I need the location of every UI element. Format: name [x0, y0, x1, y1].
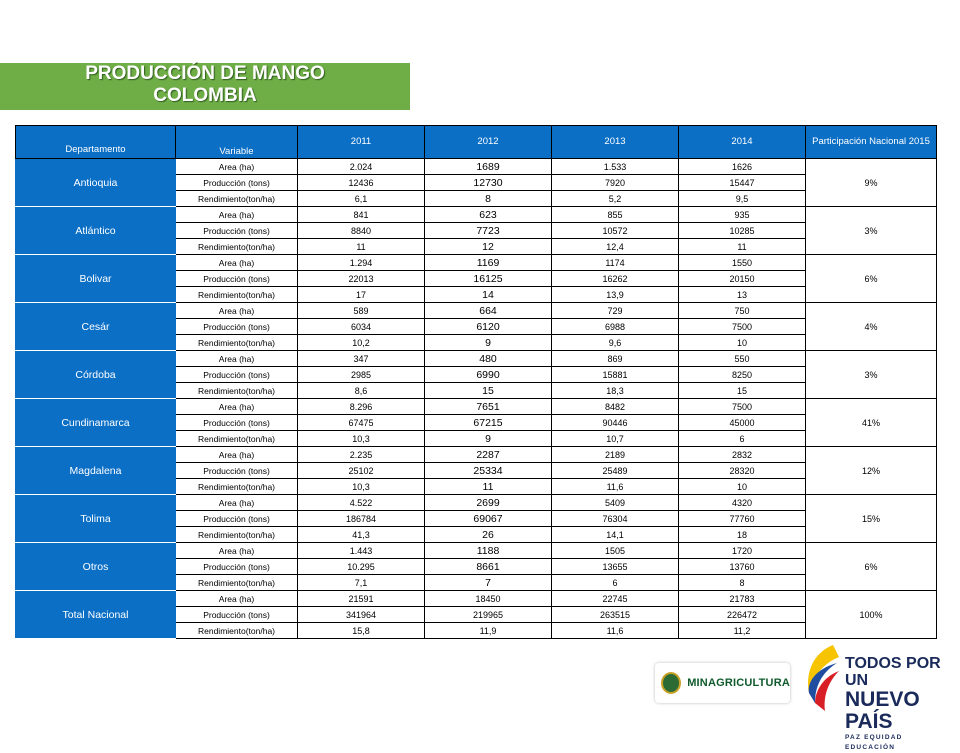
value-2014: 11 — [679, 239, 806, 255]
var-cell: Rendimiento(ton/ha) — [176, 383, 298, 399]
var-cell: Rendimiento(ton/ha) — [176, 287, 298, 303]
value-2014: 18 — [679, 527, 806, 543]
value-2011: 1.443 — [298, 543, 425, 559]
var-cell: Producción (tons) — [176, 367, 298, 383]
value-2013: 5,2 — [552, 191, 679, 207]
var-cell: Rendimiento(ton/ha) — [176, 191, 298, 207]
value-2014: 550 — [679, 351, 806, 367]
value-2011: 41,3 — [298, 527, 425, 543]
value-2012: 14 — [425, 287, 552, 303]
var-cell: Producción (tons) — [176, 463, 298, 479]
value-2011: 6034 — [298, 319, 425, 335]
value-2014: 15 — [679, 383, 806, 399]
minagricultura-logo — [655, 663, 790, 703]
value-2012: 15 — [425, 383, 552, 399]
value-2012: 18450 — [425, 591, 552, 607]
value-2011: 2985 — [298, 367, 425, 383]
var-cell: Rendimiento(ton/ha) — [176, 623, 298, 639]
dept-name: Antioquia — [16, 159, 176, 207]
value-2011: 25102 — [298, 463, 425, 479]
value-2014: 6 — [679, 431, 806, 447]
value-2011: 10.295 — [298, 559, 425, 575]
value-2011: 589 — [298, 303, 425, 319]
var-cell: Area (ha) — [176, 159, 298, 175]
value-2012: 7 — [425, 575, 552, 591]
var-cell: Producción (tons) — [176, 607, 298, 623]
value-2014: 2832 — [679, 447, 806, 463]
header-2013: 2013 — [552, 126, 679, 159]
dept-name: Total Nacional — [16, 591, 176, 639]
var-cell: Area (ha) — [176, 591, 298, 607]
value-2014: 10285 — [679, 223, 806, 239]
var-cell: Area (ha) — [176, 543, 298, 559]
value-2012: 1188 — [425, 543, 552, 559]
value-2013: 16262 — [552, 271, 679, 287]
table-row — [16, 207, 937, 223]
value-2014: 1550 — [679, 255, 806, 271]
value-2011: 15,8 — [298, 623, 425, 639]
value-2013: 10572 — [552, 223, 679, 239]
value-2014: 750 — [679, 303, 806, 319]
value-2011: 8.296 — [298, 399, 425, 415]
value-2013: 8482 — [552, 399, 679, 415]
header-variable: Variable — [176, 126, 298, 159]
value-2012: 1689 — [425, 159, 552, 175]
value-2013: 22745 — [552, 591, 679, 607]
var-cell: Area (ha) — [176, 207, 298, 223]
value-2011: 22013 — [298, 271, 425, 287]
flag-swoosh-icon — [803, 643, 843, 715]
var-cell: Rendimiento(ton/ha) — [176, 335, 298, 351]
table-row — [16, 591, 937, 607]
value-2013: 1174 — [552, 255, 679, 271]
value-2013: 76304 — [552, 511, 679, 527]
value-2012: 2287 — [425, 447, 552, 463]
var-cell: Area (ha) — [176, 255, 298, 271]
table-row — [16, 399, 937, 415]
value-2013: 18,3 — [552, 383, 679, 399]
value-2012: 69067 — [425, 511, 552, 527]
ministry-name: MINAGRICULTURA — [687, 677, 790, 689]
value-2013: 12,4 — [552, 239, 679, 255]
production-table — [15, 125, 937, 639]
page-title-line2: COLOMBIA — [153, 85, 257, 106]
var-cell: Rendimiento(ton/ha) — [176, 239, 298, 255]
participation-cell: 6% — [806, 543, 937, 591]
value-2014: 77760 — [679, 511, 806, 527]
value-2014: 10 — [679, 335, 806, 351]
value-2011: 10,2 — [298, 335, 425, 351]
var-cell: Producción (tons) — [176, 511, 298, 527]
value-2013: 15881 — [552, 367, 679, 383]
value-2013: 25489 — [552, 463, 679, 479]
value-2014: 20150 — [679, 271, 806, 287]
value-2013: 855 — [552, 207, 679, 223]
dept-name: Otros — [16, 543, 176, 591]
participation-cell: 15% — [806, 495, 937, 543]
value-2011: 2.235 — [298, 447, 425, 463]
value-2013: 5409 — [552, 495, 679, 511]
participation-cell: 4% — [806, 303, 937, 351]
value-2014: 935 — [679, 207, 806, 223]
participation-cell: 9% — [806, 159, 937, 207]
participation-cell: 12% — [806, 447, 937, 495]
table-header-row — [16, 126, 937, 159]
header-participacion: Participación Nacional 2015 — [806, 126, 937, 159]
value-2011: 10,3 — [298, 431, 425, 447]
slogan-line3: PAZ EQUIDAD EDUCACIÓN — [845, 734, 903, 751]
value-2013: 6 — [552, 575, 679, 591]
value-2011: 17 — [298, 287, 425, 303]
value-2014: 28320 — [679, 463, 806, 479]
value-2013: 7920 — [552, 175, 679, 191]
var-cell: Rendimiento(ton/ha) — [176, 431, 298, 447]
value-2013: 729 — [552, 303, 679, 319]
value-2011: 8840 — [298, 223, 425, 239]
value-2011: 8,6 — [298, 383, 425, 399]
var-cell: Area (ha) — [176, 303, 298, 319]
header-departamento: Departamento — [16, 126, 176, 159]
value-2013: 90446 — [552, 415, 679, 431]
value-2012: 8661 — [425, 559, 552, 575]
value-2014: 15447 — [679, 175, 806, 191]
value-2012: 6990 — [425, 367, 552, 383]
value-2012: 2699 — [425, 495, 552, 511]
value-2012: 7723 — [425, 223, 552, 239]
dept-name: Magdalena — [16, 447, 176, 495]
dept-name: Cundinamarca — [16, 399, 176, 447]
table-row — [16, 303, 937, 319]
value-2012: 9 — [425, 335, 552, 351]
value-2011: 341964 — [298, 607, 425, 623]
value-2012: 9 — [425, 431, 552, 447]
header-2012: 2012 — [425, 126, 552, 159]
value-2014: 1720 — [679, 543, 806, 559]
page-title-line1: PRODUCCIÓN DE MANGO — [85, 63, 325, 84]
value-2014: 13760 — [679, 559, 806, 575]
value-2012: 8 — [425, 191, 552, 207]
coat-of-arms-icon — [661, 672, 681, 694]
value-2013: 1505 — [552, 543, 679, 559]
dept-name: Tolima — [16, 495, 176, 543]
value-2012: 1169 — [425, 255, 552, 271]
dept-name: Bolivar — [16, 255, 176, 303]
value-2013: 869 — [552, 351, 679, 367]
var-cell: Producción (tons) — [176, 559, 298, 575]
value-2012: 25334 — [425, 463, 552, 479]
value-2014: 21783 — [679, 591, 806, 607]
value-2011: 4.522 — [298, 495, 425, 511]
dept-name: Cesár — [16, 303, 176, 351]
header-2011: 2011 — [298, 126, 425, 159]
var-cell: Area (ha) — [176, 447, 298, 463]
value-2014: 11,2 — [679, 623, 806, 639]
page-title — [0, 63, 410, 110]
value-2013: 10,7 — [552, 431, 679, 447]
value-2011: 841 — [298, 207, 425, 223]
footer-logos — [655, 643, 955, 751]
var-cell: Rendimiento(ton/ha) — [176, 575, 298, 591]
value-2013: 11,6 — [552, 623, 679, 639]
value-2013: 14,1 — [552, 527, 679, 543]
table-row — [16, 255, 937, 271]
value-2014: 7500 — [679, 319, 806, 335]
value-2011: 186784 — [298, 511, 425, 527]
value-2013: 263515 — [552, 607, 679, 623]
value-2014: 8250 — [679, 367, 806, 383]
value-2011: 12436 — [298, 175, 425, 191]
var-cell: Producción (tons) — [176, 223, 298, 239]
participation-cell: 6% — [806, 255, 937, 303]
value-2013: 6988 — [552, 319, 679, 335]
dept-name: Córdoba — [16, 351, 176, 399]
var-cell: Producción (tons) — [176, 415, 298, 431]
var-cell: Rendimiento(ton/ha) — [176, 527, 298, 543]
value-2011: 347 — [298, 351, 425, 367]
value-2012: 11 — [425, 479, 552, 495]
value-2011: 1.294 — [298, 255, 425, 271]
value-2013: 1.533 — [552, 159, 679, 175]
table-row — [16, 447, 937, 463]
value-2014: 7500 — [679, 399, 806, 415]
value-2011: 10,3 — [298, 479, 425, 495]
value-2012: 7651 — [425, 399, 552, 415]
value-2012: 480 — [425, 351, 552, 367]
table-row — [16, 543, 937, 559]
value-2014: 1626 — [679, 159, 806, 175]
value-2012: 26 — [425, 527, 552, 543]
slogan-line1: TODOS POR UN — [845, 655, 941, 689]
var-cell: Area (ha) — [176, 351, 298, 367]
value-2014: 4320 — [679, 495, 806, 511]
value-2012: 623 — [425, 207, 552, 223]
participation-cell: 3% — [806, 351, 937, 399]
value-2014: 226472 — [679, 607, 806, 623]
value-2012: 664 — [425, 303, 552, 319]
value-2011: 67475 — [298, 415, 425, 431]
table-row — [16, 495, 937, 511]
var-cell: Rendimiento(ton/ha) — [176, 479, 298, 495]
value-2014: 8 — [679, 575, 806, 591]
slogan-line2: NUEVO PAÍS — [845, 688, 920, 733]
value-2014: 9,5 — [679, 191, 806, 207]
value-2014: 45000 — [679, 415, 806, 431]
var-cell: Producción (tons) — [176, 271, 298, 287]
var-cell: Area (ha) — [176, 399, 298, 415]
value-2013: 13,9 — [552, 287, 679, 303]
var-cell: Area (ha) — [176, 495, 298, 511]
value-2012: 12 — [425, 239, 552, 255]
value-2013: 13655 — [552, 559, 679, 575]
header-2014: 2014 — [679, 126, 806, 159]
value-2013: 11,6 — [552, 479, 679, 495]
value-2011: 21591 — [298, 591, 425, 607]
value-2014: 13 — [679, 287, 806, 303]
table-row — [16, 159, 937, 175]
participation-cell: 41% — [806, 399, 937, 447]
slogan — [845, 655, 955, 753]
value-2012: 6120 — [425, 319, 552, 335]
value-2012: 16125 — [425, 271, 552, 287]
var-cell: Producción (tons) — [176, 175, 298, 191]
var-cell: Producción (tons) — [176, 319, 298, 335]
value-2012: 67215 — [425, 415, 552, 431]
participation-cell: 3% — [806, 207, 937, 255]
participation-cell: 100% — [806, 591, 937, 639]
value-2011: 6,1 — [298, 191, 425, 207]
value-2013: 2189 — [552, 447, 679, 463]
value-2014: 10 — [679, 479, 806, 495]
value-2011: 2.024 — [298, 159, 425, 175]
value-2011: 7,1 — [298, 575, 425, 591]
value-2012: 219965 — [425, 607, 552, 623]
table-row — [16, 351, 937, 367]
value-2012: 12730 — [425, 175, 552, 191]
dept-name: Atlántico — [16, 207, 176, 255]
value-2011: 11 — [298, 239, 425, 255]
value-2013: 9,6 — [552, 335, 679, 351]
value-2012: 11,9 — [425, 623, 552, 639]
